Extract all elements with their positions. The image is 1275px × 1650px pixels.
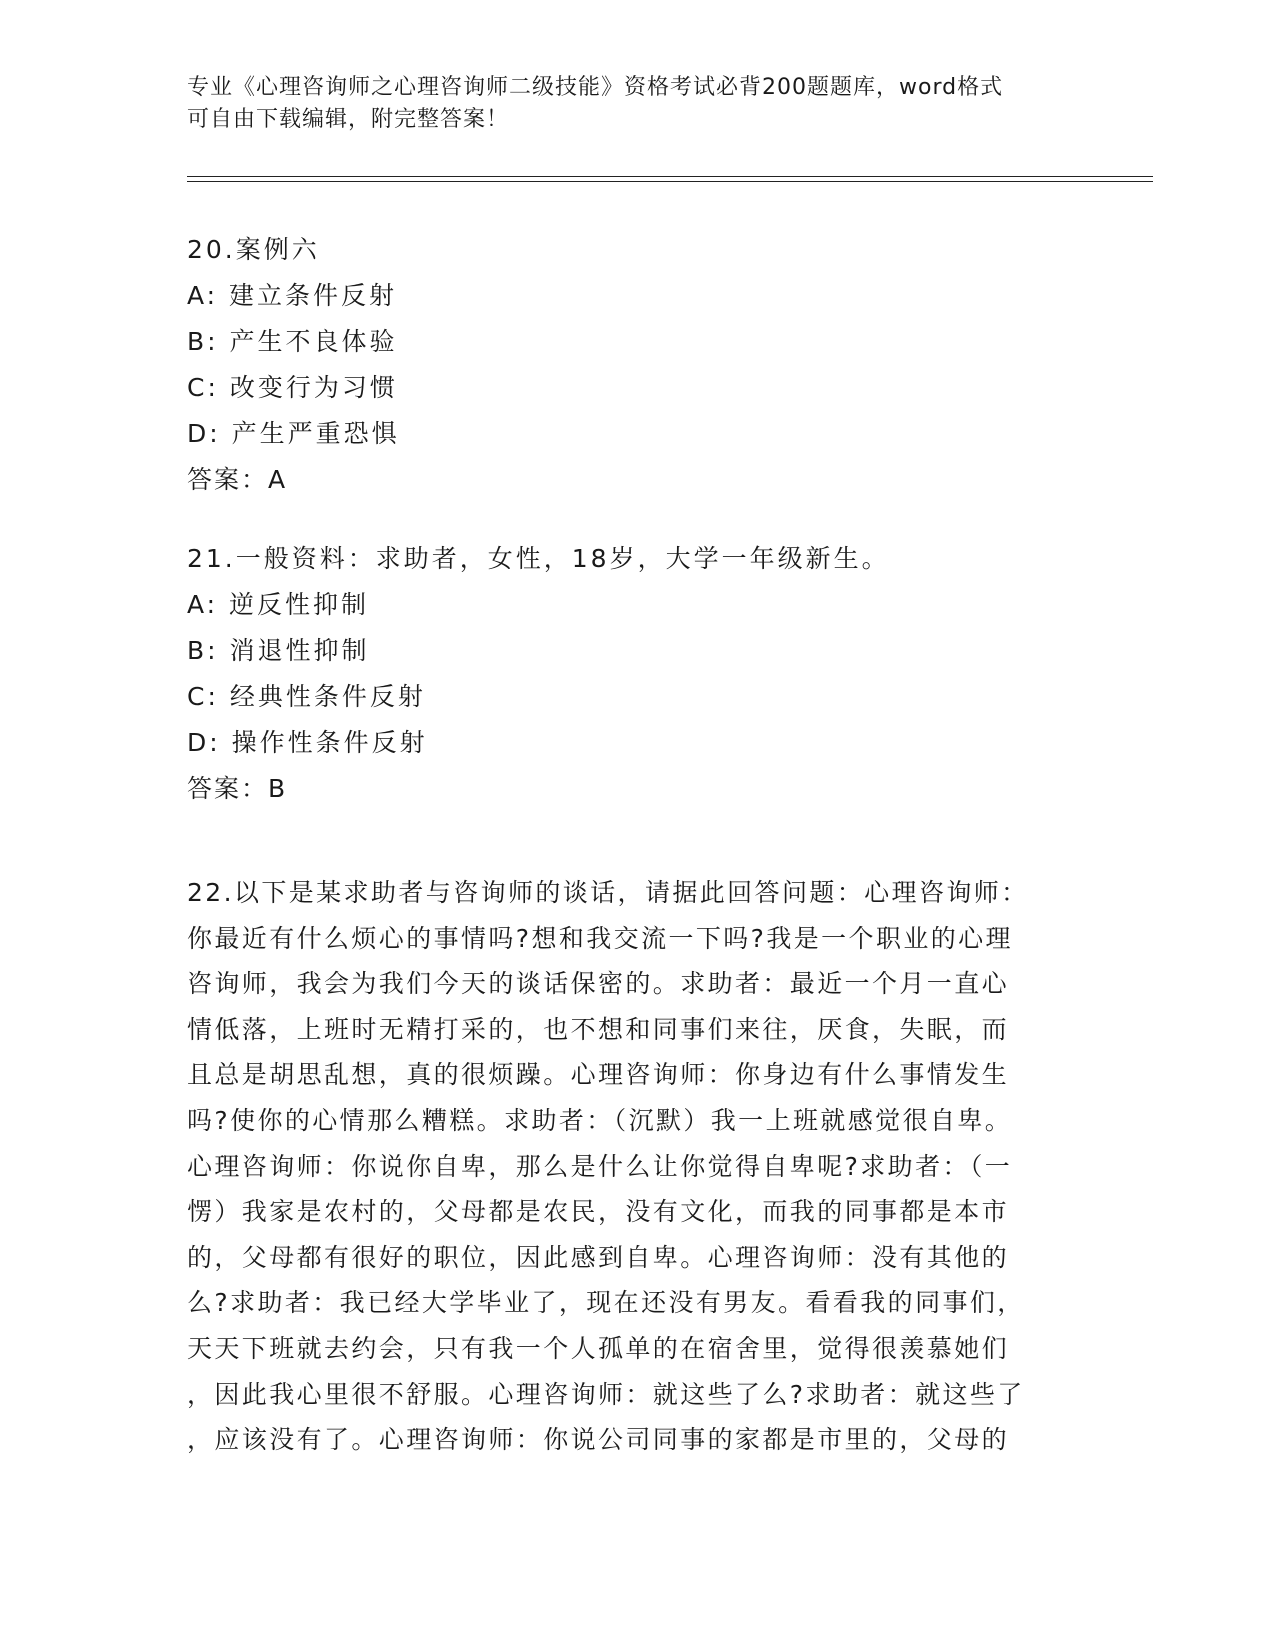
question-21 xyxy=(187,536,1087,812)
option-a: A: 逆反性抑制 xyxy=(187,590,370,619)
answer-label: 答案：A xyxy=(187,465,288,494)
option-c: C: 改变行为习惯 xyxy=(187,373,398,402)
option-b: B: 消退性抑制 xyxy=(187,636,370,665)
question-22-line: ，因此我心里很不舒服。心理咨询师：就这些了么?求助者：就这些了 xyxy=(187,1379,1025,1409)
question-22-line: 么?求助者：我已经大学毕业了，现在还没有男友。看看我的同事们， xyxy=(187,1288,1025,1318)
question-stem: 20.案例六 xyxy=(187,235,320,264)
question-22-line: 愣）我家是农村的，父母都是农民，没有文化，而我的同事都是本市 xyxy=(187,1197,1010,1227)
header-line-1: 专业《心理咨询师之心理咨询师二级技能》资格考试必背200题题库，word格式 xyxy=(187,75,1004,100)
question-22-line: 你最近有什么烦心的事情吗?想和我交流一下吗?我是一个职业的心理 xyxy=(187,923,1013,953)
document-header xyxy=(187,72,1067,136)
header-divider-bottom xyxy=(187,181,1153,182)
question-22-line: 且总是胡思乱想，真的很烦躁。心理咨询师：你身边有什么事情发生 xyxy=(187,1060,1010,1090)
question-22-line: 吗?使你的心情那么糟糕。求助者：（沉默）我一上班就感觉很自卑。 xyxy=(187,1105,1013,1135)
question-22-line: 22.以下是某求助者与咨询师的谈话，请据此回答问题：心理咨询师： xyxy=(187,878,1029,907)
question-22 xyxy=(187,870,1067,1463)
option-a: A: 建立条件反射 xyxy=(187,281,398,310)
question-22-line: 咨询师，我会为我们今天的谈话保密的。求助者：最近一个月一直心 xyxy=(187,969,1010,999)
question-20 xyxy=(187,227,1087,503)
option-b: B: 产生不良体验 xyxy=(187,327,398,356)
header-line-2: 可自由下载编辑，附完整答案！ xyxy=(187,107,510,132)
question-22-line: 天天下班就去约会，只有我一个人孤单的在宿舍里，觉得很羡慕她们 xyxy=(187,1333,1010,1363)
question-22-line: 心理咨询师：你说你自卑，那么是什么让你觉得自卑呢?求助者：（一 xyxy=(187,1151,1013,1181)
option-d: D: 操作性条件反射 xyxy=(187,728,428,757)
option-c: C: 经典性条件反射 xyxy=(187,682,426,711)
question-22-line: ，应该没有了。心理咨询师：你说公司同事的家都是市里的，父母的 xyxy=(187,1425,1010,1455)
question-22-line: 的，父母都有很好的职位，因此感到自卑。心理咨询师：没有其他的 xyxy=(187,1242,1010,1272)
question-22-line: 情低落，上班时无精打采的，也不想和同事们来往，厌食，失眠，而 xyxy=(187,1014,1010,1044)
question-stem: 21.一般资料：求助者，女性，18岁，大学一年级新生。 xyxy=(187,544,890,573)
header-divider-top xyxy=(187,176,1153,177)
answer-label: 答案：B xyxy=(187,774,288,803)
option-d: D: 产生严重恐惧 xyxy=(187,419,400,448)
